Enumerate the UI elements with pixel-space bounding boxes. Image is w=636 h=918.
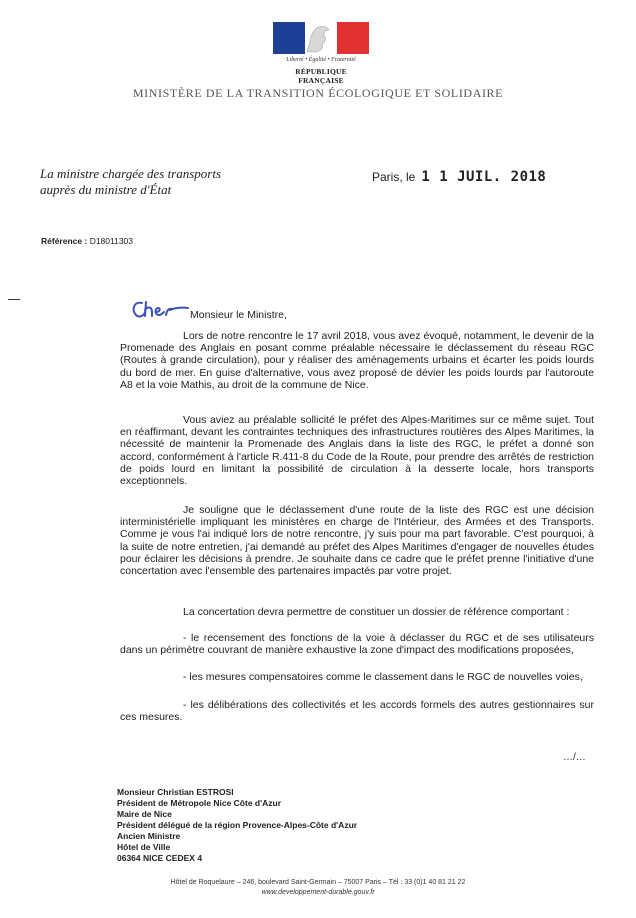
- paragraph: Vous aviez au préalable sollicité le préfet des Alpes-Maritimes sur ce même sujet. Tout en réaffirmant, devant les contraintes techniques des infrastructures routières des Alpes Maritimes, la nécessité de maintenir la Promenade des Anglais dans la liste des RGC, le préfet a donné son accord, conformément à l'article R.411-8 du Code de la Route, pour prendre des arrêtés de restriction de poids lourd en limitant la possibilité de circulation à la desserte locale, hors transports exceptionnels.: [120, 414, 594, 488]
- reference-label: Référence :: [41, 236, 88, 246]
- continuation-mark: …/…: [563, 752, 586, 763]
- list-item: - les délibérations des collectivités et les accords formels des autres gestionnaires sur ces mesures.: [120, 699, 594, 724]
- list-item: - le recensement des fonctions de la voie à déclasser du RGC et de ses utilisateurs dans un périmètre couvrant de manière exhaustive la zone d'impact des modifications proposées,: [120, 632, 594, 657]
- date-stamp: 1 1 JUIL. 2018: [421, 169, 547, 185]
- recipient-line: 06364 NICE CEDEX 4: [117, 853, 203, 863]
- sender-line-2: auprès du ministre d'État: [40, 182, 172, 197]
- recipient-line: Président de Métropole Nice Côte d'Azur: [117, 798, 282, 808]
- sender-block: [40, 166, 221, 198]
- reference-line: [41, 236, 133, 246]
- ministry-title: MINISTÈRE DE LA TRANSITION ÉCOLOGIQUE ET SOLIDAIRE: [132, 86, 504, 100]
- date-line: [372, 169, 546, 185]
- republique-francaise-logo: [272, 22, 370, 85]
- list-item: - les mesures compensatoires comme le classement dans le RGC de nouvelles voies,: [183, 671, 583, 683]
- date-place: Paris, le: [372, 170, 416, 184]
- recipient-address: [117, 787, 357, 864]
- paragraph: Je souligne que le déclassement d'une route de la liste des RGC est une décision interministérielle impliquant les ministères en charge de l'Intérieur, des Armées et des Transports. Comme je vous l'ai indiqué lors de notre rencontre, j'y suis pour ma part favorable. C'est pourquoi, à la suite de notre entretien, j'ai demandé au préfet des Alpes Maritimes d'engager de nouvelles études pour éclairer les décisions à prendre. Je souhaite dans ce cadre que le préfet prenne l'initiative d'une concertation avec l'ensemble des partenaires impactés par votre projet.: [120, 504, 594, 578]
- recipient-line: Maire de Nice: [117, 809, 172, 819]
- footer-address: Hôtel de Roquelaure – 246, boulevard Saint-Germain – 75007 Paris – Tél : 33 (0)1 40 81 21 22: [170, 879, 466, 886]
- recipient-line: Ancien Ministre: [117, 831, 181, 841]
- recipient-line: Président délégué de la région Provence-Alpes-Côte d'Azur: [117, 820, 358, 830]
- recipient-line: Hôtel de Ville: [117, 842, 171, 852]
- footer: [0, 878, 636, 898]
- paragraph: La concertation devra permettre de constituer un dossier de référence comportant :: [183, 606, 570, 618]
- salutation: Monsieur le Ministre,: [190, 309, 287, 321]
- republic-motto: Liberté • Égalité • Fraternité: [286, 57, 356, 63]
- marianne-logo-icon: [273, 22, 369, 54]
- recipient-line: Monsieur Christian ESTROSI: [117, 787, 234, 797]
- handwritten-greeting: [130, 298, 190, 322]
- paragraph: Lors de notre rencontre le 17 avril 2018, vous avez évoqué, notamment, le devenir de la Promenade des Anglais en posant comme préalable nécessaire le déclassement du réseau RGC (Routes à grande circulation), pour y réaliser des aménagements urbains et écarter les poids lourds du bord de mer. En guise d'alternative, vous avez proposé de dévier les poids lourds par l'autoroute A8 et la voie Mathis, au droit de la commune de Nice.: [120, 330, 594, 391]
- footer-url[interactable]: www.developpement-durable.gouv.fr: [261, 889, 375, 896]
- republic-name: RÉPUBLIQUE FRANÇAISE: [295, 67, 347, 85]
- fold-mark: [8, 299, 20, 300]
- sender-line-1: La ministre chargée des transports: [40, 166, 222, 181]
- reference-value: D18011303: [89, 236, 134, 246]
